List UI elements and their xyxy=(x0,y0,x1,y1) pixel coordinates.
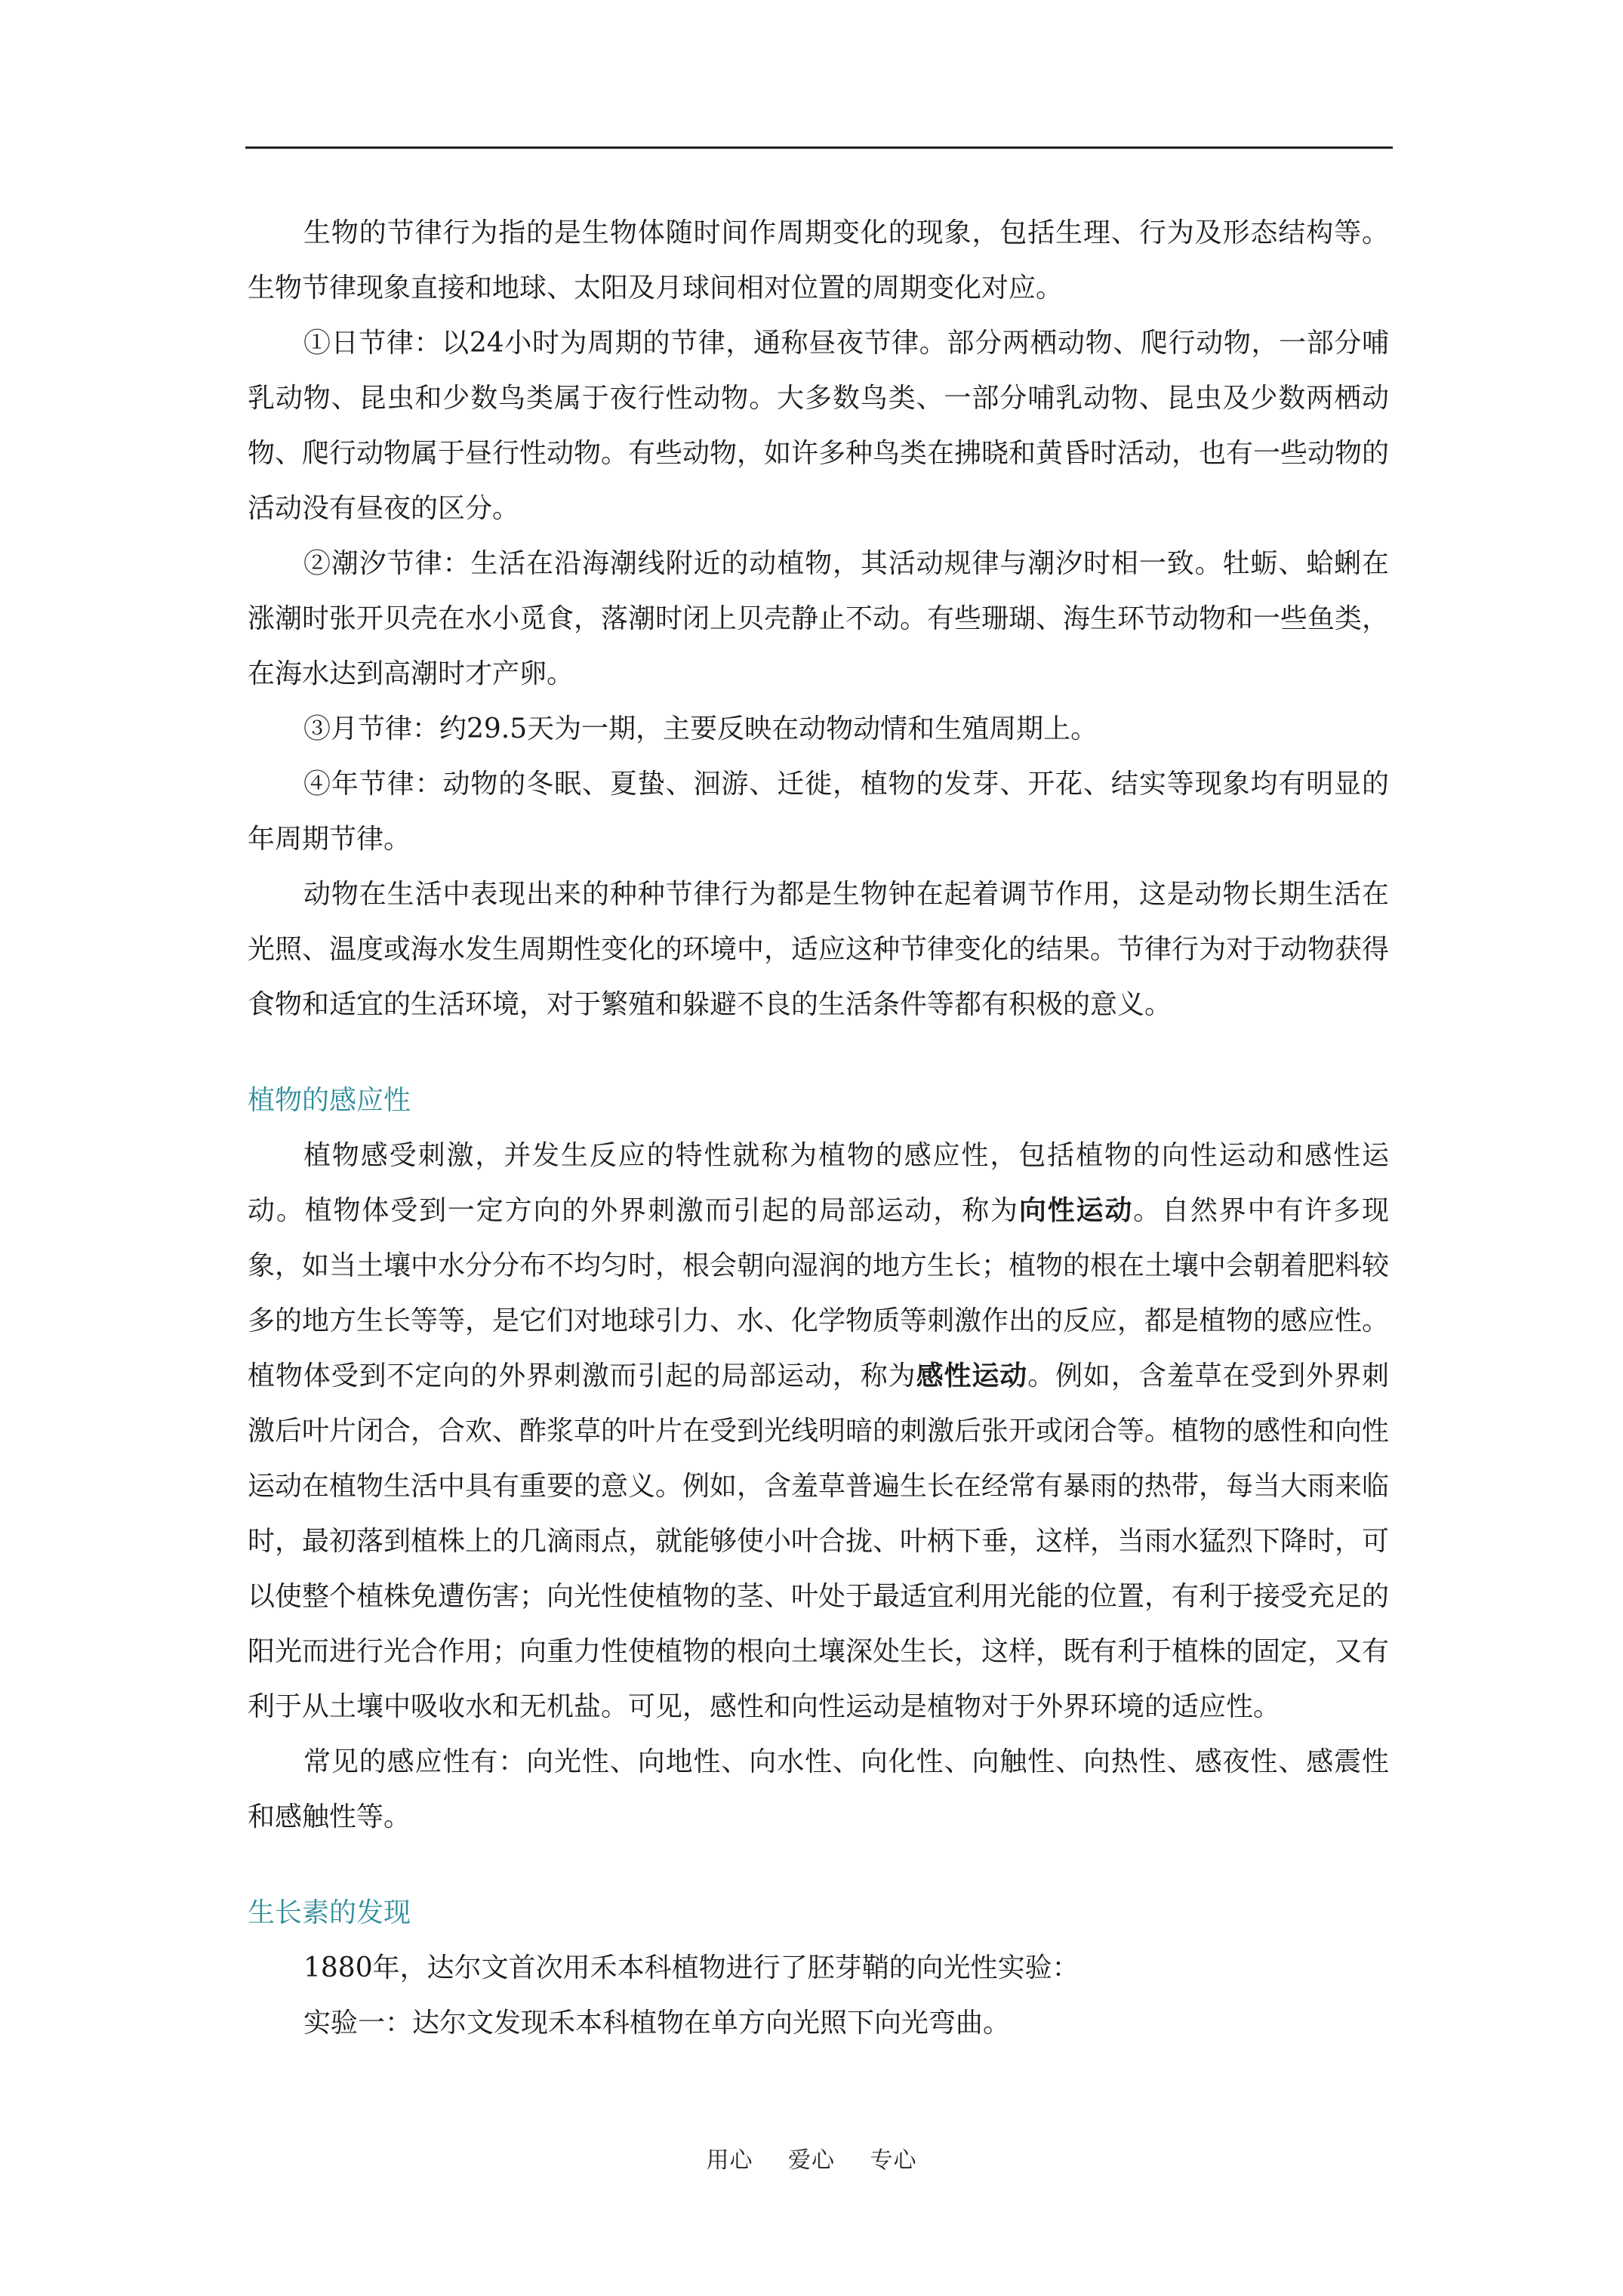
page-footer xyxy=(0,2141,1623,2174)
footer-item: 专心 xyxy=(870,2147,917,2174)
section-gap xyxy=(248,1032,1389,1073)
intro-paragraph-conclusion: 动物在生活中表现出来的种种节律行为都是生物钟在起着调节作用，这是动物长期生活在光照、温度或海水发生周期性变化的环境中，适应这种节律变化的结果。节律行为对于动物获得食物和适宜的生活环境，对于繁殖和躲避不良的生活条件等都有积极的意义。 xyxy=(248,879,1390,1020)
intro-paragraph-tidal-rhythm: ②潮汐节律：生活在沿海潮线附近的动植物，其活动规律与潮汐时相一致。牡蛎、蛤蜊在涨潮时张开贝壳在水小觅食，落潮时闭上贝壳静止不动。有些珊瑚、海生环节动物和一些鱼类，在海水达到高潮时才产卵。 xyxy=(248,548,1390,689)
section-gap xyxy=(248,1845,1389,1885)
header-rule xyxy=(245,146,1393,149)
term-nastic-movement: 感性运动 xyxy=(916,1360,1028,1391)
footer-item: 用心 xyxy=(706,2147,753,2174)
page-content xyxy=(248,205,1389,2051)
term-tropism: 向性运动 xyxy=(1018,1194,1134,1226)
intro-paragraph-1: 生物的节律行为指的是生物体随时间作周期变化的现象，包括生理、行为及形态结构等。生物节律现象直接和地球、太阳及月球间相对位置的周期变化对应。 xyxy=(248,217,1389,304)
section-heading-plant-sensitivity: 植物的感应性 xyxy=(248,1085,411,1116)
intro-paragraph-annual-rhythm: ④年节律：动物的冬眠、夏蛰、洄游、迁徙，植物的发芽、开花、结实等现象均有明显的年周期节律。 xyxy=(248,769,1389,855)
intro-paragraph-monthly-rhythm: ③月节律：约29.5天为一期，主要反映在动物动情和生殖周期上。 xyxy=(303,713,1098,744)
text-run: 。例如，含羞草在受到外界刺激后叶片闭合，合欢、酢浆草的叶片在受到光线明暗的刺激后张开或闭合等。植物的感性和向性运动在植物生活中具有重要的意义。例如，含羞草普遍生长在经常有暴雨的热带，每当大雨来临时，最初落到植株上的几滴雨点，就能够使小叶合拢、叶柄下垂，这样，当雨水猛烈下降时，可以使整个植株免遭伤害；向光性使植物的茎、叶处于最适宜利用光能的位置，有利于接受充足的阳光而进行光合作用；向重力性使植物的根向土壤深处生长，这样，既有利于植株的固定，又有利于从土壤中吸收水和无机盐。可见，感性和向性运动是植物对于外界环境的适应性。 xyxy=(248,1361,1390,1722)
intro-paragraph-daily-rhythm: ①日节律：以24小时为周期的节律，通称昼夜节律。部分两栖动物、爬行动物，一部分哺乳动物、昆虫和少数鸟类属于夜行性动物。大多数鸟类、一部分哺乳动物、昆虫及少数两栖动物、爬行动物属于昼行性动物。有些动物，如许多种鸟类在拂晓和黄昏时活动，也有一些动物的活动没有昼夜的区分。 xyxy=(248,328,1390,524)
auxin-paragraph-1: 1880年，达尔文首次用禾本科植物进行了胚芽鞘的向光性实验： xyxy=(303,1952,1079,1983)
footer-item: 爱心 xyxy=(788,2147,835,2174)
auxin-paragraph-experiment-1: 实验一：达尔文发现禾本科植物在单方向光照下向光弯曲。 xyxy=(303,2008,1011,2039)
plant-sensitivity-paragraph xyxy=(248,1128,1389,1734)
text-run: 植物感受刺激，并发生反应的特性就称为植物的感应性，包括植物的向性运动和感性运动。植物体受到一定方向的外界刺激而引起的局部运动，称为 xyxy=(248,1140,1389,1226)
common-sensitivity-paragraph: 常见的感应性有：向光性、向地性、向水性、向化性、向触性、向热性、感夜性、感震性和感触性等。 xyxy=(248,1746,1389,1832)
text-run: 。自然界中有许多现象，如当土壤中水分分布不均匀时，根会朝向湿润的地方生长；植物的根在土壤中会朝着肥料较多的地方生长等等，是它们对地球引力、水、化学物质等刺激作出的反应，都是植物的感应性。植物体受到不定向的外界刺激而引起的局部运动，称为 xyxy=(248,1195,1390,1391)
section-heading-auxin-discovery: 生长素的发现 xyxy=(248,1897,411,1928)
